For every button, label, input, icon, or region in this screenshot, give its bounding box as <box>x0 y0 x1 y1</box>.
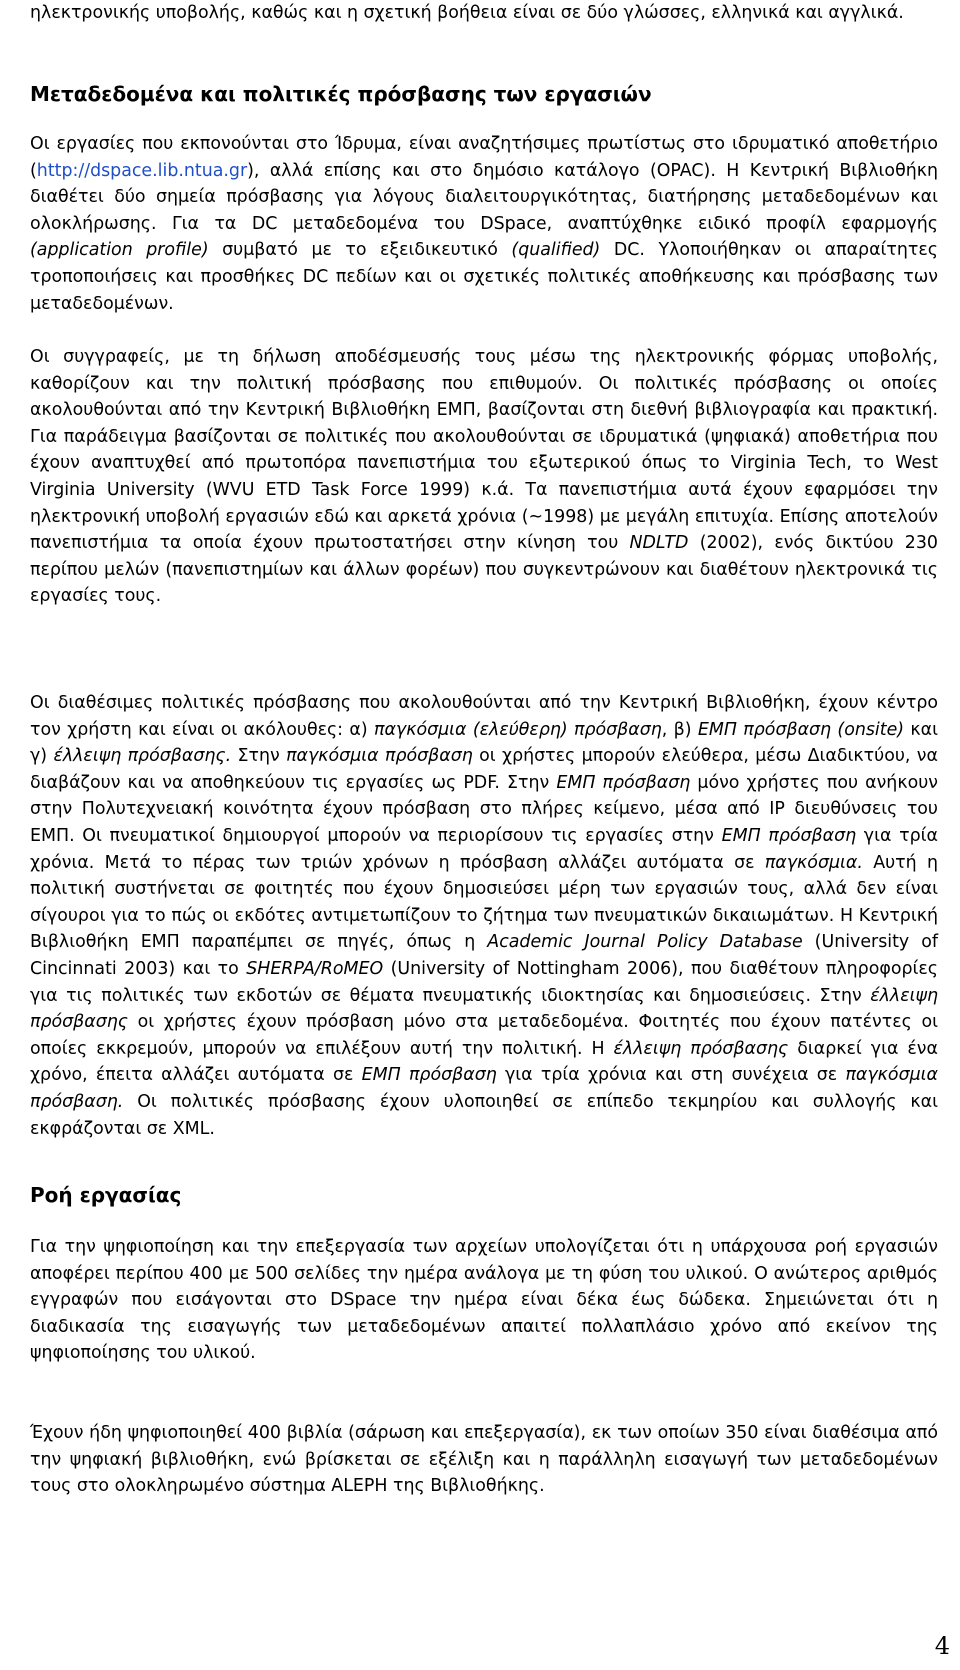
italic-term: έλλειψη πρόσβασης. <box>53 746 232 767</box>
paragraph-digitization-rate: Για την ψηφιοποίηση και την επεξεργασία των αρχείων υπολογίζεται ότι η υπάρχουσα ροή εργασιών αποφέρει περίπου 400 με 500 σελίδες την ημέρα ανάλογα με τη φύση του υλικού. Ο ανώτερος αριθμός εγγραφών που εισάγονται στο DSpace την ημέρα είναι δέκα έως δώδεκα. Σημειώνεται ότι η διαδικασία της εισαγωγής των μεταδεδομένων απαιτεί πολλαπλάσιο χρόνο από εκείνον της ψηφιοποίησης του υλικού. <box>30 1237 938 1364</box>
text-run: οι χρήστες μπορούν ελεύθερα, μέσω Διαδικτύου, να διαβάζουν και να αποθηκεύουν τις εργασίες ως PDF. Στην <box>30 746 938 793</box>
italic-term: ΕΜΠ πρόσβαση (onsite) <box>697 719 905 740</box>
text-run: (University of Cincinnati 2003) και το <box>30 932 938 979</box>
italic-term: ΕΜΠ πρόσβαση <box>721 825 857 846</box>
italic-term: SHERPA/RoMEO <box>246 958 384 979</box>
text-run: Στην <box>231 746 287 767</box>
text-run: (2002), ενός δικτύου 230 περίπου μελών (πανεπιστημίων και άλλων φορέων) που συγκεντρώνουν και διαθέτουν ηλεκτρονικά τις εργασίες τους. <box>30 533 938 607</box>
text-run: διαρκεί για ένα χρόνο, έπειτα αλλάζει αυτόματα σε <box>30 1038 938 1086</box>
italic-term: έλλειψη πρόσβασης <box>30 985 938 1033</box>
italic-term: παγκόσμια πρόσβαση <box>286 746 473 767</box>
text-run: Οι πολιτικές πρόσβασης έχουν υλοποιηθεί σε επίπεδο τεκμηρίου και συλλογής και εκφράζονται σε XML. <box>30 1091 938 1139</box>
section-heading-workflow: Ροή εργασίας <box>30 1183 182 1207</box>
paragraph-intro-end: ηλεκτρονικής υποβολής, καθώς και η σχετική βοήθεια είναι σε δύο γλώσσες, ελληνικά και αγγλικά. <box>30 3 904 23</box>
italic-term: παγκόσμια (ελεύθερη) πρόσβαση <box>373 719 662 740</box>
italic-term: Academic Journal Policy Database <box>487 932 803 953</box>
italic-term: παγκόσμια. <box>764 852 863 873</box>
text-run: μόνο χρήστες που ανήκουν στην Πολυτεχνειακή κοινότητα έχουν πρόσβαση στο πλήρες κείμενο, μέσα από IP διευθύνσεις του ΕΜΠ. Οι πνευματικοί δημιουργοί μπορούν να περιορίσουν τις εργασίες στην <box>30 772 938 846</box>
text-run: Αυτή η πολιτική συστήνεται σε φοιτητές που έχουν δημοσιεύσει μέρη των εργασιών τους, αλλά δεν είναι σίγουροι για το πώς οι εκδότες αντιμετωπίζουν το ζήτημα των πνευματικών δικαιωμάτων. Η Κεντρική Βιβλιοθήκη ΕΜΠ παραπέμπει σε πηγές, όπως η <box>30 852 939 953</box>
italic-term: ΕΜΠ πρόσβαση <box>361 1065 497 1086</box>
text-run: DC. Υλοποιήθηκαν οι απαραίτητες τροποποιήσεις και προσθήκες DC πεδίων και οι σχετικές πολιτικές αποθήκευσης και πρόσβασης των μεταδεδομένων. <box>30 240 938 314</box>
text-run: για τρία χρόνια και στη συνέχεια σε <box>496 1065 846 1086</box>
text-run: Οι εργασίες που εκπονούνται στο Ίδρυμα, είναι αναζητήσιμες πρωτίστως στο ιδρυματικό αποθετήριο ( <box>30 134 938 181</box>
paragraph-access-policies <box>30 690 938 1142</box>
paragraph-books-digitized: Έχουν ήδη ψηφιοποιηθεί 400 βιβλία (σάρωση και επεξεργασία), εκ των οποίων 350 είναι διαθέσιμα από την ψηφιακή βιβλιοθήκη, ενώ βρίσκεται σε εξέλιξη και η παράλληλη εισαγωγή των μεταδεδομένων τους στο ολοκληρωμένο σύστημα ALEPH της Βιβλιοθήκης. <box>30 1423 938 1497</box>
italic-term: παγκόσμια πρόσβαση. <box>30 1065 939 1112</box>
paragraph-authors-policy <box>30 344 938 610</box>
dspace-link[interactable]: http://dspace.lib.ntua.gr <box>36 160 248 181</box>
text-run: συμβατό με το εξειδικευτικό <box>208 240 512 261</box>
italic-term: έλλειψη πρόσβασης <box>613 1038 789 1059</box>
text-run: (University of Nottingham 2006), που διαθέτουν πληροφορίες για τις πολιτικές των εκδοτών σε θέματα πνευματικής ιδιοκτησίας και δημοσιεύσεις. Στην <box>30 958 938 1006</box>
text-run: για τρία χρόνια. Μετά το πέρας των τριών χρόνων η πρόσβαση αλλάζει αυτόματα σε <box>30 825 938 873</box>
italic-term: NDLTD <box>629 533 689 554</box>
text-run: Οι διαθέσιμες πολιτικές πρόσβασης που ακολουθούνται από την Κεντρική Βιβλιοθήκη, έχουν κέντρο τον χρήστη και είναι οι ακόλουθες: α) <box>30 693 938 740</box>
section-heading-metadata: Μεταδεδομένα και πολιτικές πρόσβασης των εργασιών <box>30 82 652 106</box>
paragraph-repository <box>30 131 938 317</box>
text-run: ), αλλά επίσης και στο δημόσιο κατάλογο (OPAC). Η Κεντρική Βιβλιοθήκη διαθέτει δύο σημεία πρόσβασης για λόγους διαλειτουργικότητας, διατήρησης μεταδεδομένων και ολοκλήρωσης. Για τα DC μεταδεδομένα του DSpace, αναπτύχθηκε ειδικό προφίλ εφαρμογής <box>30 160 938 234</box>
italic-term: (application profile) <box>30 240 209 261</box>
italic-term: ΕΜΠ πρόσβαση <box>556 772 691 793</box>
text-run: και γ) <box>30 719 938 767</box>
text-run: Οι συγγραφείς, με τη δήλωση αποδέσμευσής τους μέσω της ηλεκτρονικής φόρμας υποβολής, καθορίζουν και την πολιτική πρόσβασης που επιθυμούν. Οι πολιτικές πρόσβασης οι οποίες ακολουθούνται από την Κεντρική Βιβλιοθήκη ΕΜΠ, βασίζονται στη διεθνή βιβλιογραφία και πρακτική. Για παράδειγμα βασίζονται σε πολιτικές που ακολουθούνται σε ιδρυματικά (ψηφιακά) αποθετήρια που έχουν αναπτυχθεί από πρωτοπόρα πανεπιστήμια του εξωτερικού όπως το Virginia Tech, το West Virginia University (WVU ETD Task Force 1999) κ.ά. Τα πανεπιστήμια αυτά έχουν εφαρμόσει την ηλεκτρονική υποβολή εργασιών εδώ και αρκετά χρόνια (~1998) με μεγάλη επιτυχία. Επίσης αποτελούν πανεπιστήμια τα οποία έχουν πρωτοστατήσει στην κίνηση του <box>30 347 938 554</box>
italic-term: (qualified) <box>511 240 601 261</box>
text-run: οι χρήστες έχουν πρόσβαση μόνο στα μεταδεδομένα. Φοιτητές που έχουν πατέντες οι οποίες εκκρεμούν, μπορούν να επιλέξουν αυτή την πολιτική. Η <box>30 1012 938 1059</box>
text-run: , β) <box>661 719 698 740</box>
page-number: 4 <box>934 1632 950 1660</box>
